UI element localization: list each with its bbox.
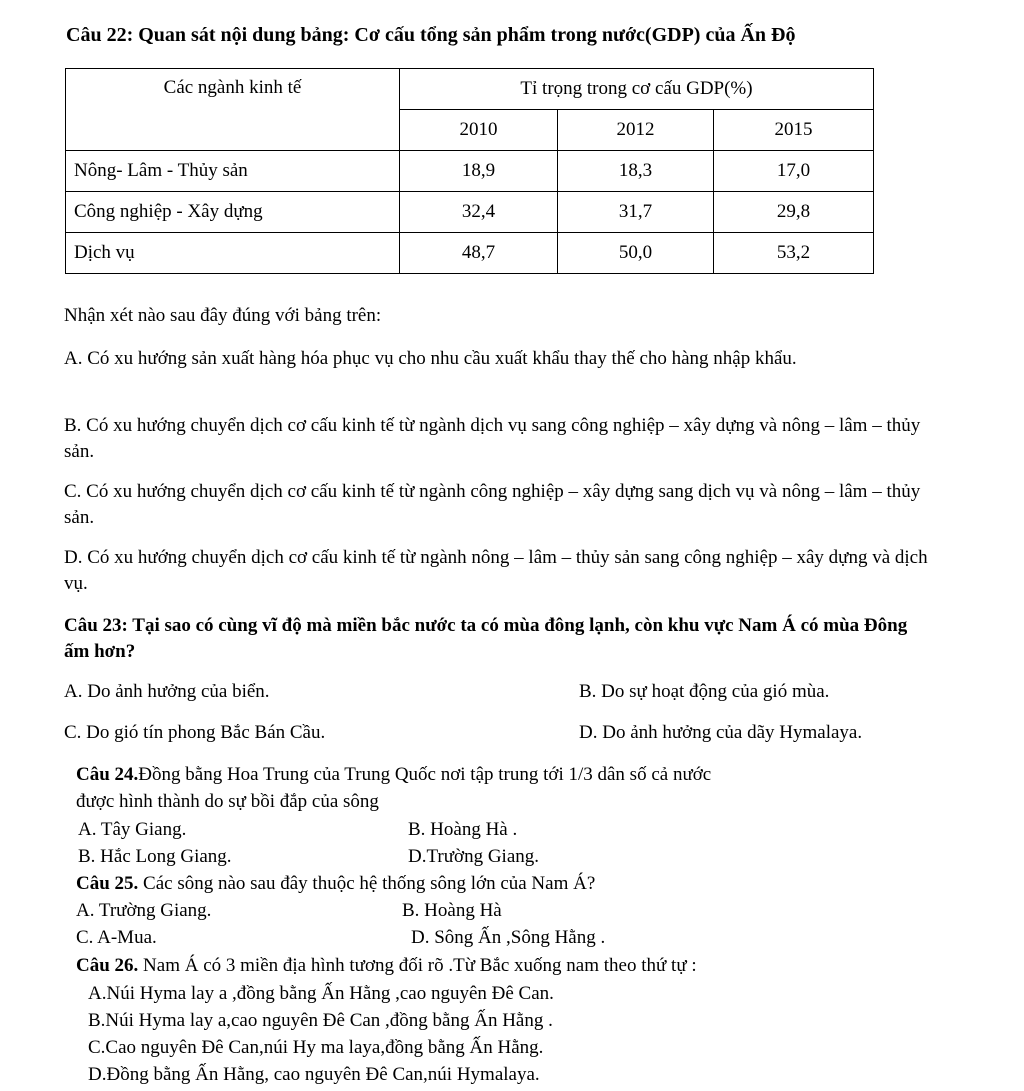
answer-23-a[interactable]: A. Do ảnh hưởng của biển. [64, 681, 270, 702]
answer-25-a[interactable]: A. Trường Giang. [76, 900, 212, 921]
answer-24-d[interactable]: D.Trường Giang. [408, 846, 540, 867]
answer-26-c[interactable]: C.Cao nguyên Đê Can,núi Hy ma laya,đồng bằng Ấn Hằng. [88, 1037, 544, 1058]
answer-24-b[interactable]: B. Hoàng Hà . [408, 819, 518, 840]
answer-25-d[interactable]: D. Sông Ấn ,Sông Hằng . [411, 927, 606, 948]
answer-26-a[interactable]: A.Núi Hyma lay a ,đồng bằng Ấn Hằng ,cao nguyên Đê Can. [88, 983, 554, 1004]
year-header: 2010 [400, 110, 558, 151]
answer-22-b[interactable]: B. Có xu hướng chuyển dịch cơ cấu kinh tế từ ngành dịch vụ sang công nghiệp – xây dựng và nông – lâm – thủy sản. [64, 415, 921, 462]
value-cell: 18,3 [558, 151, 714, 192]
answer-23-d[interactable]: D. Do ảnh hưởng của dãy Hymalaya. [579, 722, 863, 743]
answer-23-b[interactable]: B. Do sự hoạt động của gió mùa. [579, 681, 830, 702]
question-24-title-line2: được hình thành do sự bồi đắp của sông [76, 791, 379, 812]
question-24-label: Câu 24. [76, 764, 139, 785]
sector-cell: Dịch vụ [66, 233, 400, 274]
answer-23-c[interactable]: C. Do gió tín phong Bắc Bán Cầu. [64, 722, 326, 743]
question-26-title [76, 953, 697, 979]
table-row [66, 151, 874, 192]
answer-24-c[interactable]: B. Hắc Long Giang. [78, 846, 232, 867]
sector-cell: Công nghiệp - Xây dựng [66, 192, 400, 233]
answer-25-c[interactable]: C. A-Mua. [76, 927, 157, 948]
answer-24-a[interactable]: A. Tây Giang. [78, 819, 187, 840]
question-26-label: Câu 26. [76, 955, 139, 976]
sector-cell: Nông- Lâm - Thủy sản [66, 151, 400, 192]
question-22-title: Câu 22: Quan sát nội dung bảng: Cơ cấu tổng sản phẩm trong nước(GDP) của Ấn Độ [66, 24, 796, 46]
question-25-label: Câu 25. [76, 873, 139, 894]
year-header: 2012 [558, 110, 714, 151]
answer-22-c[interactable]: C. Có xu hướng chuyển dịch cơ cấu kinh tế từ ngành công nghiệp – xây dựng sang dịch vụ và nông – lâm – thủy sản. [64, 481, 921, 528]
value-cell: 48,7 [400, 233, 558, 274]
table-row [66, 192, 874, 233]
value-cell: 17,0 [714, 151, 874, 192]
question-24-title [76, 762, 711, 788]
question-24-text: Đồng bằng Hoa Trung của Trung Quốc nơi tập trung tới 1/3 dân số cả nước [138, 764, 712, 785]
answer-26-b[interactable]: B.Núi Hyma lay a,cao nguyên Đê Can ,đồng bằng Ấn Hằng . [88, 1010, 553, 1031]
value-cell: 50,0 [558, 233, 714, 274]
gdp-structure-table [65, 68, 874, 274]
answer-22-d[interactable]: D. Có xu hướng chuyển dịch cơ cấu kinh tế từ ngành nông – lâm – thủy sản sang công nghiệp – xây dựng và dịch vụ. [64, 547, 928, 594]
answer-22-a[interactable]: A. Có xu hướng sản xuất hàng hóa phục vụ cho nhu cầu xuất khẩu thay thế cho hàng nhập khẩu. [64, 348, 797, 369]
question-26-text: Nam Á có 3 miền địa hình tương đối rõ .Từ Bắc xuống nam theo thứ tự : [138, 955, 697, 976]
header-sector: Các ngành kinh tế [66, 69, 400, 151]
question-25-title [76, 871, 595, 897]
year-header: 2015 [714, 110, 874, 151]
header-share: Tỉ trọng trong cơ cấu GDP(%) [400, 69, 874, 110]
question-23-title: Câu 23: Tại sao có cùng vĩ độ mà miền bắc nước ta có mùa đông lạnh, còn khu vực Nam Á có mùa Đông ấm hơn? [64, 615, 908, 662]
table-row [66, 233, 874, 274]
value-cell: 18,9 [400, 151, 558, 192]
value-cell: 53,2 [714, 233, 874, 274]
value-cell: 29,8 [714, 192, 874, 233]
value-cell: 31,7 [558, 192, 714, 233]
answer-25-b[interactable]: B. Hoàng Hà [402, 900, 502, 921]
value-cell: 32,4 [400, 192, 558, 233]
answer-26-d[interactable]: D.Đồng bằng Ấn Hằng, cao nguyên Đê Can,núi Hymalaya. [88, 1064, 540, 1085]
question-22-prompt: Nhận xét nào sau đây đúng với bảng trên: [64, 305, 382, 326]
question-25-text: Các sông nào sau đây thuộc hệ thống sông lớn của Nam Á? [138, 873, 596, 894]
